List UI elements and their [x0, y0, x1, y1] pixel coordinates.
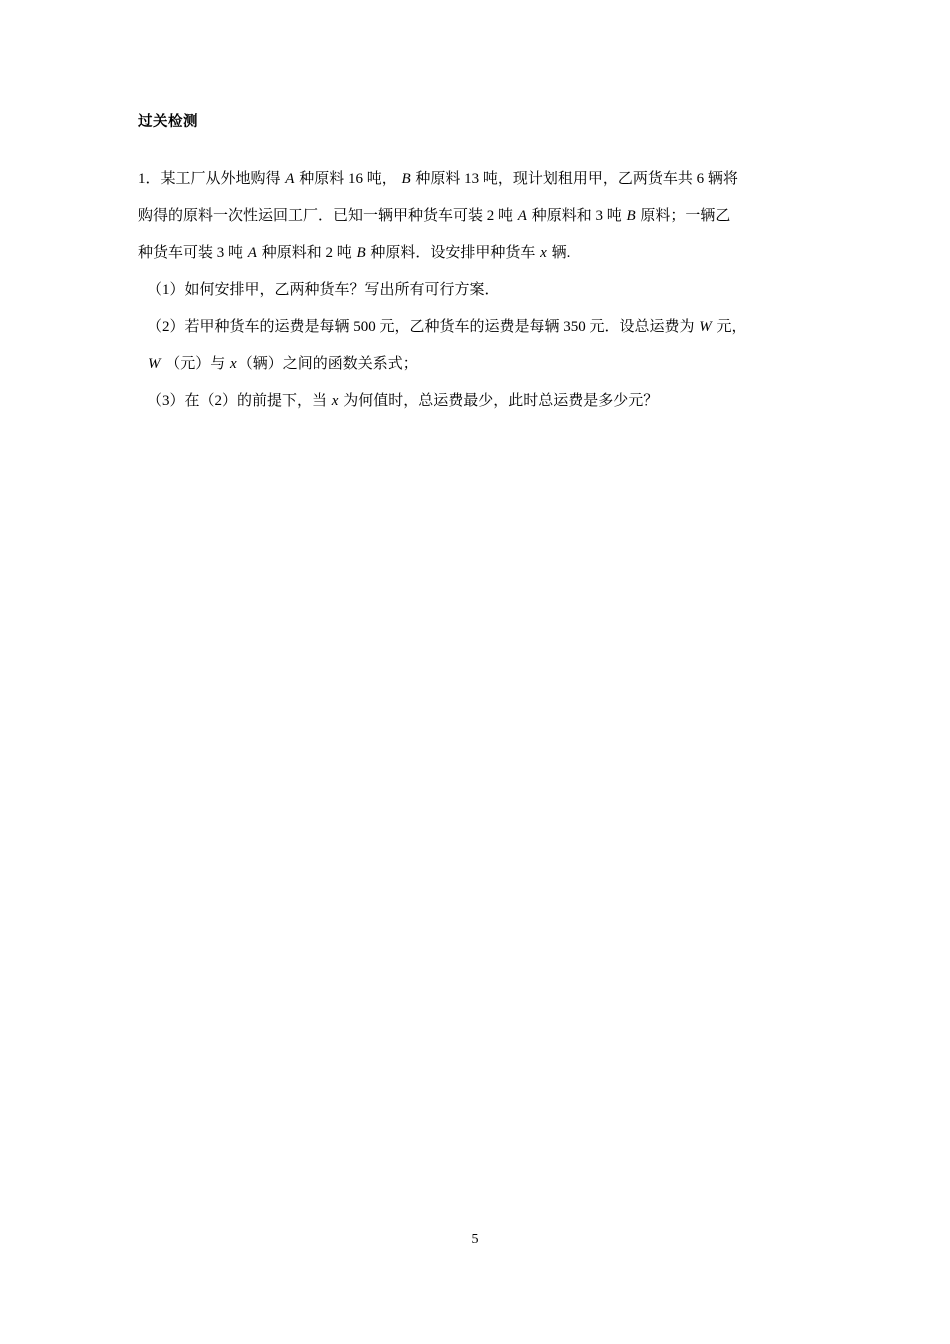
sub-question-2-line-2: W （元）与 x（辆）之间的函数关系式；	[148, 356, 418, 372]
sub-question-1: （1）如何安排甲，乙两种货车？写出所有可行方案．	[147, 282, 500, 298]
section-heading: 过关检测	[138, 114, 198, 130]
problem-stem-line-3: 种货车可装 3 吨 A 种原料和 2 吨 B 种原料．设安排甲种货车 x 辆.	[138, 245, 571, 261]
sub-question-3: （3）在（2）的前提下，当 x 为何值时，总运费最少，此时总运费是多少元？	[147, 393, 659, 409]
sub-question-2-line-1: （2）若甲种货车的运费是每辆 500 元，乙种货车的运费是每辆 350 元．设总运费为 W 元，	[147, 319, 747, 335]
page-number: 5	[471, 1232, 479, 1247]
problem-1	[138, 161, 828, 420]
problem-stem-line-1: 1．某工厂从外地购得 A 种原料 16 吨， B 种原料 13 吨，现计划租用甲，乙两货车共 6 辆将	[138, 171, 738, 187]
page-content	[138, 110, 828, 420]
problem-stem-line-2: 购得的原料一次性运回工厂．已知一辆甲种货车可装 2 吨 A 种原料和 3 吨 B 原料；一辆乙	[138, 208, 731, 224]
